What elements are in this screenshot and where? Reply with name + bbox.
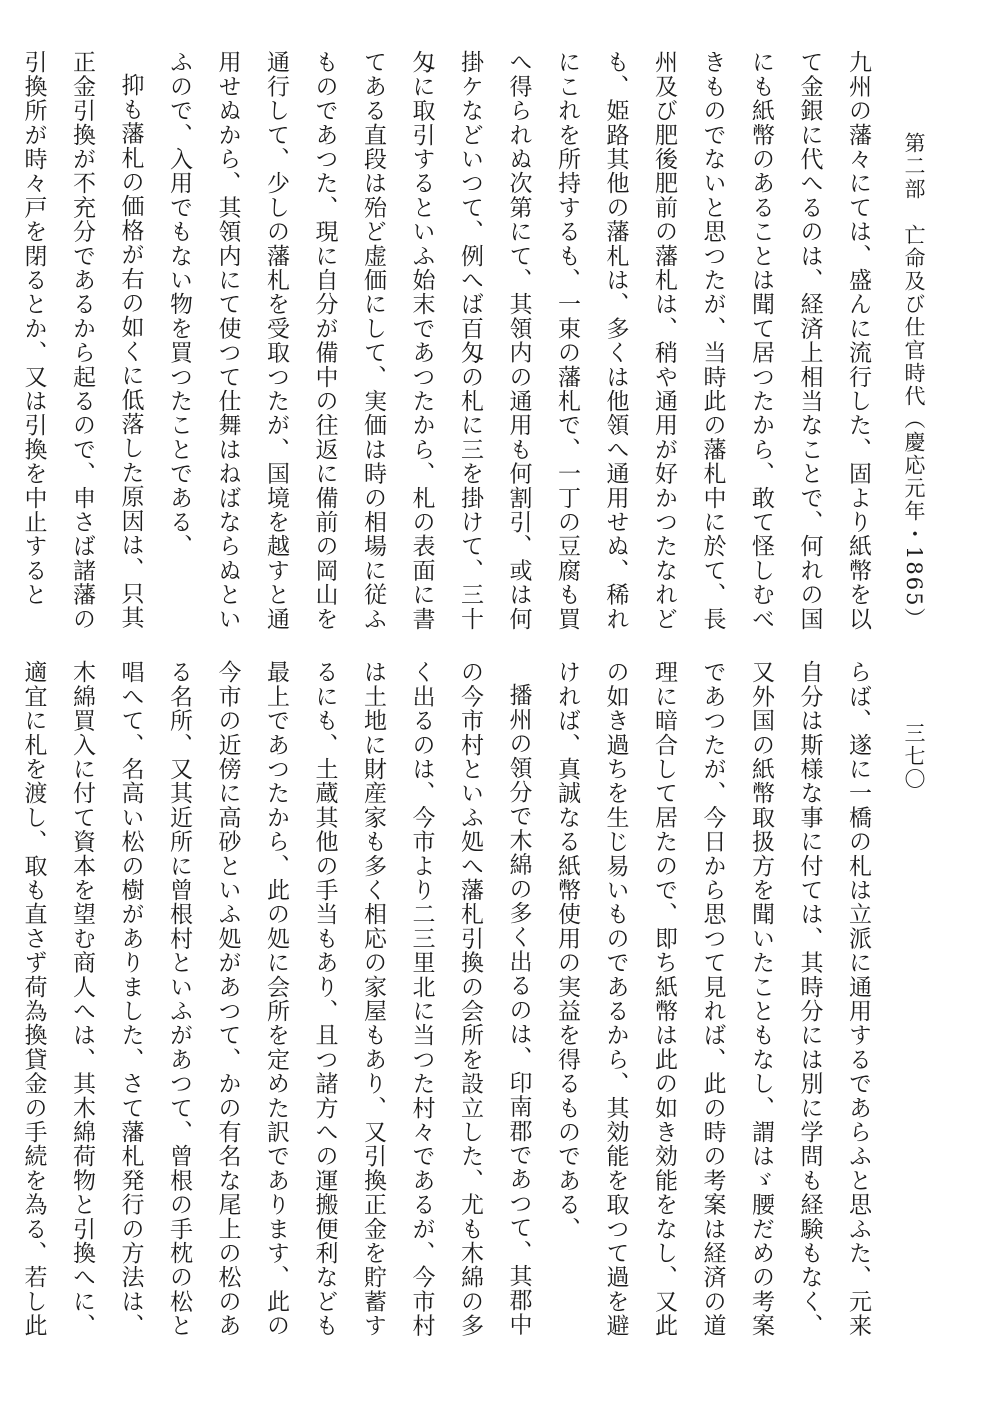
paragraph: 播州の領分で木綿の多く出るのは、印南郡であつて、其郡中の今市村といふ処へ藩札引換の会所を設立した、尤も木綿の多く出るのは、今市より二三里北に当つた村々であるが、今市村は土地に財産家も多く相応の家屋もあり、又引換正金を貯蓄するにも、土蔵其他の手当もあり、且つ諸方への運搬便利なども最上であつたから、此の処に会所を定めた訳であります、此の今市の近傍に高砂といふ処があつて、かの有名な尾上の松のある名所、又其近所に曾根村といふがあつて、曾根の手枕の松と唱へて、名高い松の樹がありました、さて藩札発行の方法は、木綿買入に付て資本を望む商人へは、其木綿荷物と引換へに、適宜に札を渡し、取も直さず荷為換貸金の手続を為る、若し此 (20, 660, 532, 1338)
paragraph: 九州の藩々にては、盛んに流行した、固より紙幣を以て金銀に代へるのは、経済上相当なことで、何れの国にも紙幣のあることは聞て居つたから、敢て怪しむべきものでないと思つたが、当時此の藩札中に於て、長州及び肥後肥前の藩札は、稍や通用が好かつたなれども、姫路其他の藩札は、多くは他領へ通用せぬ、稀れにこれを所持するも、一束の藩札で、一丁の豆腐も買へ得られぬ次第にて、其領内の通用も何割引、或は何掛ケなどいつて、例へば百匁の札に三を掛けて、三十匁に取引するといふ始末であつたから、札の表面に書てある直段は殆ど虚価にして、実価は時の相場に従ふものであつた、現に自分が備中の往返に備前の岡山を通行して、少しの藩札を受取つたが、国境を越すと通用せぬから、其領内にて使つて仕舞はねばならぬといふので、入用でもない物を買つたことである、 (166, 50, 871, 631)
page-number: 三七〇 (902, 722, 926, 791)
paragraph: らば、遂に一橋の札は立派に通用するであらふと思ふた、元来自分は斯様な事に付ては、其時分には別に学問も経験もなく、又外国の紙幣取扱方を聞いたこともなし、謂はゞ腰だめの考案であつたが、今日から思つて見れば、此の時の考案は経済の道理に暗合して居たので、即ち紙幣は此の如き効能をなし、又此の如き過ちを生じ易いものであるから、其効能を取つて過を避ければ、真誠なる紙幣使用の実益を得るものである、 (554, 660, 871, 1338)
lower-text-block (20, 660, 882, 1360)
running-head: 第二部 亡命及び仕官時代（慶応元年・1865） (902, 132, 926, 631)
paragraph: 抑も藩札の価格が右の如くに低落した原因は、只其正金引換が不充分であるから起るので、申さば諸藩の引換所が時々戸を閉るとか、又は引換を中止すると (20, 50, 144, 631)
upper-text-block (20, 50, 882, 646)
